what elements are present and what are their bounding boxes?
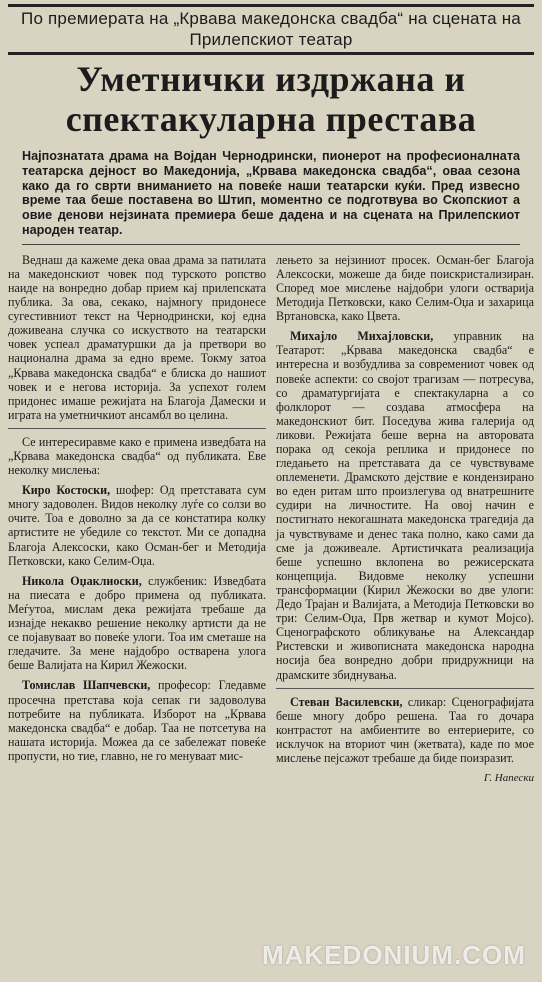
article-lead: Најпознатата драма на Војдан Чернодрински, пионерот на професионалната театарска дејност во Македонија, „Крвава македонска свадба“, оваа сезона како да го сврти вниманието на повеќе наши театарски куќи. Пред извесно време таа беше поставена во Штип, моментно се подготвува во Скопскиот а овие денови нејзината премиера беше дадена и на сцената на Прилепскиот народен театар. [22, 149, 520, 245]
column-divider [8, 428, 266, 429]
speaker-name: Никола Оџаклиоски, [22, 573, 142, 588]
answer-text: управник на Театарот: „Крвава македонска свадба“ е интересна и возбудлива за современиот човек од повеќе аспекти: со својот трагизам — потресува, со драматургијата е спектакуларна а со фолклорот — создава атмосфера на македонскиот бит. Поседува жива галерија од ликови. Режијата беше верна на авторовата порака од секоја реплика и придонесе по гледањето на претставата да се чувствуваме оплеменети. Драмското дејствие е кондензирано во еден ритам што произлегува од внатрешните судири на личностите. На овој начин е постигнато некогашната македонска трагедија да ја чувствуваме и денес така полно, како сами да сме ја доживеале. Артистичката реализација беше успешно вклопена во режисерската концепција. Видовме неколку успешни трансформации (Кирил Жежоски во две улоги: Дедо Трајан и Валијата, а Методија Петковски во три: Селим-Оџа, Прв жетвар и кумот Мојсо). Сценографското обликување на Александар Ристевски и живописната македонска народна носија беа вонредно добри придружници на драмските збиднувања. [276, 329, 534, 682]
site-watermark: MAKEDONIUM.COM [262, 940, 526, 970]
left-column [8, 253, 266, 785]
answer-text: шофер: Од претставата сум многу задоволен. Видов неколку луѓе со солзи во очите. Тоа е доволно за да се констатира колку артистите не убедиле со текстот. Ми се допадна Благоја Алексоски, како Осман-бег и Методија Петковски, како Селим-Оџа. [8, 483, 266, 568]
paragraph: Се интересиравме како е примена изведбата на „Крвава македонска свадба“ од публиката. Еве неколку мислења: [8, 434, 266, 478]
speaker-name: Томислав Шапчевски, [22, 678, 151, 693]
column-divider [276, 688, 534, 689]
interview-answer [276, 329, 534, 681]
right-column [276, 253, 534, 785]
speaker-name: Киро Костоски, [22, 483, 111, 498]
author-signature: Г. Напески [483, 772, 534, 785]
answer-text: сликар: Сценографијата беше многу добро решена. Таа го дочара контрастот на амбиентите во ентериерите, со исклучок на вториот чин (жетвата), каде по мое мислење пејсажот требаше да биде поизразит. [276, 694, 534, 765]
interview-answer [8, 574, 266, 673]
article-body [8, 253, 534, 785]
speaker-name: Стеван Василевски, [290, 694, 403, 709]
paragraph: Веднаш да кажеме дека оваа драма за патилата на македонскиот човек под турското ропство наиде на вонредно добар прием кај прилепската публика. За ова, секако, најмногу придонесе сугестивниот текст на Чернодрински, кој една доживеана случка со искуството на театарски човек успеал драматуршки да ја претвори во национална драма за едно време. Токму затоа „Крвава македонска свадба“ е блиска до нашиот човек и е негова историја. За успехот голем придонес имаше режијата на Благоја Дамески и играта на уметничкиот ансамбл во целина. [8, 252, 266, 422]
paragraph: лењето за нејзиниот просек. Осман-бег Благоја Алексоски, можеше да биде поискристализиран. Според мое мислење најдобри улоги оствариja Методија Петковски, како Селим-Оџа и захарица Вртановска, како Цвета. [276, 252, 534, 324]
speaker-name: Михајло Михајловски, [290, 329, 434, 344]
article-kicker: По премиерата на „Крвава македонска свадба“ на сцената на Прилепскиот театар [8, 4, 534, 55]
interview-answer [8, 678, 266, 763]
article-headline: Уметнички издржана и спектакуларна престава [65, 59, 477, 139]
interview-answer [276, 695, 534, 765]
interview-answer [8, 483, 266, 568]
answer-text: професор: Гледавме просечна претстава која сепак ги задоволува потребите на публиката. Изборот на „Крвава македонска свадба“ е добар. Таа не потсетува на нашата историја. Можеа да се забележат повеќе пропусти, но тие, главно, не го менуваат мис- [8, 678, 266, 763]
answer-text: службеник: Изведбата на пиесата е добро примена од публиката. Меѓутоа, мислам дека режијата требаше да изнајде некакво решение неколку артисти да не се појавуваат во повеќе улоги. Тоа им сметаше на гледачите. За мене најдобро остварена улога беше Валијата на Кирил Жежоски. [8, 573, 266, 673]
